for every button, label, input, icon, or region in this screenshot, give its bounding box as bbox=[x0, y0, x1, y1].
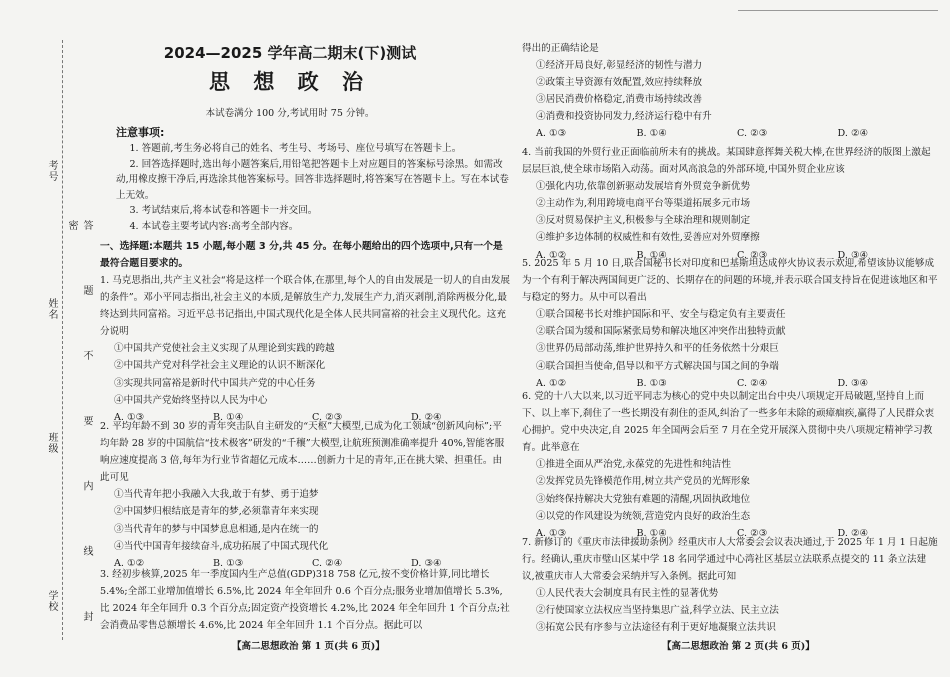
option: ②主动作为,利用跨境电商平台等渠道拓展多元市场 bbox=[536, 198, 751, 210]
option: ②中国梦归根结底是青年的梦,必须靠青年来实现 bbox=[114, 506, 319, 518]
question-stem-continued: 得出的正确结论是 bbox=[522, 43, 599, 54]
question-6 bbox=[522, 388, 938, 542]
choice-c: C. ②③ bbox=[737, 527, 768, 539]
option: ②发挥党员先锋模范作用,树立共产党员的光辉形象 bbox=[536, 476, 751, 488]
choice-a: A. ①③ bbox=[536, 128, 567, 140]
question-stem: 3. 经初步核算,2025 年一季度国内生产总值(GDP)318 758 亿元,按不变价格计算,同比增长 5.4%;全部工业增加值增长 6.5%,比 2024 年全年回升 0.6 个百分点;服务业增加值增长 5.3%,比 2024 年全年回升 0.3 个百分点;固定资产投资增长 4.2%,比 2024 年全年回升 1 个百分点;社会消费品零售总额增长 4.6%,比 2024 年全年回升 1.1 个百分点。据此可以 bbox=[100, 569, 510, 632]
option: ③反对贸易保护主义,积极参与全球治理和规则制定 bbox=[536, 215, 751, 227]
subject-title: 思 想 政 治 bbox=[209, 70, 371, 94]
section-heading: 一、选择题:本题共 15 小题,每小题 3 分,共 45 分。在每小题给出的四个选项中,只有一个是最符合题目要求的。 bbox=[100, 241, 503, 269]
class-label: 班级 bbox=[46, 432, 57, 454]
exam-meta: 本试卷满分 100 分,考试用时 75 分钟。 bbox=[205, 108, 375, 119]
choice-c: C. ②③ bbox=[737, 128, 768, 140]
choice-d: D. ②④ bbox=[837, 128, 869, 140]
notice-item: 2. 回答选择题时,选出每小题答案后,用铅笔把答题卡上对应题目的答案标号涂黑。如需改动,用橡皮擦干净后,再选涂其他答案标号。回答非选择题时,将答案写在答题卡上。写在本试卷上无效。 bbox=[116, 158, 509, 201]
choice-c: C. ②③ bbox=[312, 411, 343, 423]
notice-list bbox=[116, 141, 510, 235]
option: ④中国共产党始终坚持以人民为中心 bbox=[114, 394, 268, 406]
seal-line bbox=[62, 40, 63, 640]
notice-heading: 注意事项: bbox=[116, 126, 165, 139]
option: ③拓宽公民有序参与立法途径有利于更好地凝聚立法共识 bbox=[536, 622, 776, 634]
question-1 bbox=[100, 272, 510, 426]
option: ③实现共同富裕是新时代中国共产党的中心任务 bbox=[114, 377, 316, 389]
option: ④维护多边体制的权威性和有效性,妥善应对外贸摩擦 bbox=[536, 232, 760, 244]
choice-b: B. ①③ bbox=[636, 377, 667, 389]
option: ①中国共产党使社会主义实现了从理论到实践的跨越 bbox=[114, 343, 335, 355]
choice-b: B. ①④ bbox=[213, 411, 244, 423]
question-stem: 1. 马克思指出,共产主义社会“将是这样一个联合体,在那里,每个人的自由发展是一切人的自由发展的条件”。邓小平同志指出,社会主义的本质,是解放生产力,发展生产力,消灭剥削,消除两极分化,最终达到共同富裕。习近平总书记指出,中国式现代化是全体人民共同富裕的社会主义现代化。这充分说明 bbox=[100, 275, 511, 338]
question-5 bbox=[522, 255, 938, 392]
option: ①当代青年把小我融入大我,敢于有梦、勇于追梦 bbox=[114, 489, 319, 501]
option: ①推进全面从严治党,永葆党的先进性和纯洁性 bbox=[536, 459, 731, 471]
option: ①强化内功,依靠创新驱动发展培育外贸竞争新优势 bbox=[536, 181, 751, 193]
question-3 bbox=[100, 566, 510, 634]
notice-item: 3. 考试结束后,将本试卷和答题卡一并交回。 bbox=[129, 205, 318, 217]
choice-d: D. ③④ bbox=[837, 249, 869, 261]
choice-b: B. ①④ bbox=[636, 249, 667, 261]
binding-margin bbox=[0, 0, 92, 677]
choice-a: A. ①② bbox=[114, 557, 145, 569]
question-4 bbox=[522, 144, 938, 264]
option: ③世界仍局部动荡,维护世界持久和平的任务依然十分艰巨 bbox=[536, 343, 779, 355]
choice-c: C. ②③ bbox=[737, 249, 768, 261]
option: ④当代中国青年接续奋斗,成功拓展了中国式现代化 bbox=[114, 540, 329, 552]
choice-d: D. ②④ bbox=[411, 411, 442, 423]
choice-a: A. ①② bbox=[536, 249, 567, 261]
school-label: 学校 bbox=[46, 590, 57, 612]
question-2 bbox=[100, 418, 510, 572]
page-footer-left: 【高二思想政治 第 1 页(共 6 页)】 bbox=[232, 641, 385, 652]
option: ③当代青年的梦与中国梦息息相通,是内在统一的 bbox=[114, 523, 319, 535]
option: ③始终保持解决大党独有难题的清醒,巩固执政地位 bbox=[536, 493, 751, 505]
exam-title: 2024—2025 学年高二期末(下)测试 bbox=[163, 44, 417, 62]
choice-b: B. ①③ bbox=[213, 557, 244, 569]
choice-c: C. ②④ bbox=[737, 377, 768, 389]
choice-d: D. ②④ bbox=[837, 527, 869, 539]
page-footer-right: 【高二思想政治 第 2 页(共 6 页)】 bbox=[662, 641, 815, 652]
option: ③居民消费价格稳定,消费市场持续改善 bbox=[536, 94, 703, 106]
question-stem: 2. 平均年龄不到 30 岁的青年突击队自主研发的“天枢”大模型,已成为化工领域“创新风向标”;平均年龄 28 岁的中国航信“技术极客”研发的“千穰”大模型,让航班预测准确率提升 40%,智能客服响应速度提高 3 倍,每年为行业节省超亿元成本……创新力十足的青年,正在挑大梁、担重任。由此可见 bbox=[100, 421, 505, 484]
option: ①联合国秘书长对维护国际和平、安全与稳定负有主要责任 bbox=[536, 309, 786, 321]
answer-choices bbox=[522, 125, 938, 142]
choice-a: A. ①② bbox=[536, 377, 567, 389]
option: ④消费和投资协同发力,经济运行稳中有升 bbox=[536, 111, 712, 123]
name-label: 姓名 bbox=[46, 298, 57, 320]
question-stem: 6. 党的十八大以来,以习近平同志为核心的党中央以制定出台中央八项规定开局破题,坚持自上而下、以上率下,刹住了一些长期没有刹住的歪风,纠治了一些多年未除的顽瘴痼疾,赢得了人民群众衷心拥护。党中央决定,自 2025 年全国两会后至 7 月在全党开展深入贯彻中央八项规定精神学习教育。此举意在 bbox=[522, 391, 935, 454]
question-3-continued bbox=[522, 40, 938, 143]
choice-c: C. ②④ bbox=[312, 557, 343, 569]
notice-item: 4. 本试卷主要考试内容:高考全部内容。 bbox=[129, 220, 299, 232]
question-stem: 4. 当前我国的外贸行业正面临前所未有的挑战。某国肆意挥舞关税大棒,在世界经济的版图上激起层层巨浪,使全球市场陷入动荡。面对风高浪急的外部环境,中国外贸企业应该 bbox=[522, 147, 931, 176]
choice-d: D. ③④ bbox=[411, 557, 442, 569]
option: ①经济开局良好,彰显经济的韧性与潜力 bbox=[536, 60, 703, 72]
choice-a: A. ①③ bbox=[114, 411, 145, 423]
option: ④联合国担当使命,倡导以和平方式解决国与国之间的争端 bbox=[536, 360, 779, 372]
choice-b: B. ①④ bbox=[636, 128, 667, 140]
question-stem: 7. 新修订的《重庆市法律援助条例》经重庆市人大常委会会议表决通过,于 2025 年 1 月 1 日起施行。经确认,重庆市璧山区某中学 18 名同学通过中心湾社区基层立法联系点提交的 11 条立法建议,被重庆市人大常委会采纳并写入条例。据此可知 bbox=[522, 537, 938, 583]
notice-item: 1. 答题前,考生务必将自己的姓名、考生号、考场号、座位号填写在答题卡上。 bbox=[129, 143, 462, 154]
top-rule bbox=[738, 10, 938, 11]
seal-text: 答 题 不 要 内 线 封 密 bbox=[66, 220, 92, 648]
question-7 bbox=[522, 534, 938, 637]
choice-b: B. ①④ bbox=[636, 527, 667, 539]
option: ②行使国家立法权应当坚持集思广益,科学立法、民主立法 bbox=[536, 605, 779, 617]
choice-a: A. ①③ bbox=[536, 527, 567, 539]
question-stem: 5. 2025 年 5 月 10 日,联合国秘书长对印度和巴基斯坦达成停火协议表示欢迎,希望该协议能够成为一个有利于解决两国间更广泛的、长期存在的问题的环境,并表示联合国支持旨在促进该地区和平与稳定的努力。从中可以看出 bbox=[522, 258, 938, 304]
option: ④以党的作风建设为统领,营造党内良好的政治生态 bbox=[536, 510, 751, 522]
option: ②中国共产党对科学社会主义理论的认识不断深化 bbox=[114, 360, 326, 372]
choice-d: D. ③④ bbox=[837, 377, 869, 389]
option: ②联合国为缓和国际紧张局势和解决地区冲突作出独特贡献 bbox=[536, 326, 786, 338]
exam-no-label: 考号 bbox=[46, 160, 57, 182]
option: ②政策主导资源有效配置,效应持续释放 bbox=[536, 77, 703, 89]
option: ①人民代表大会制度具有民主性的显著优势 bbox=[536, 588, 719, 600]
